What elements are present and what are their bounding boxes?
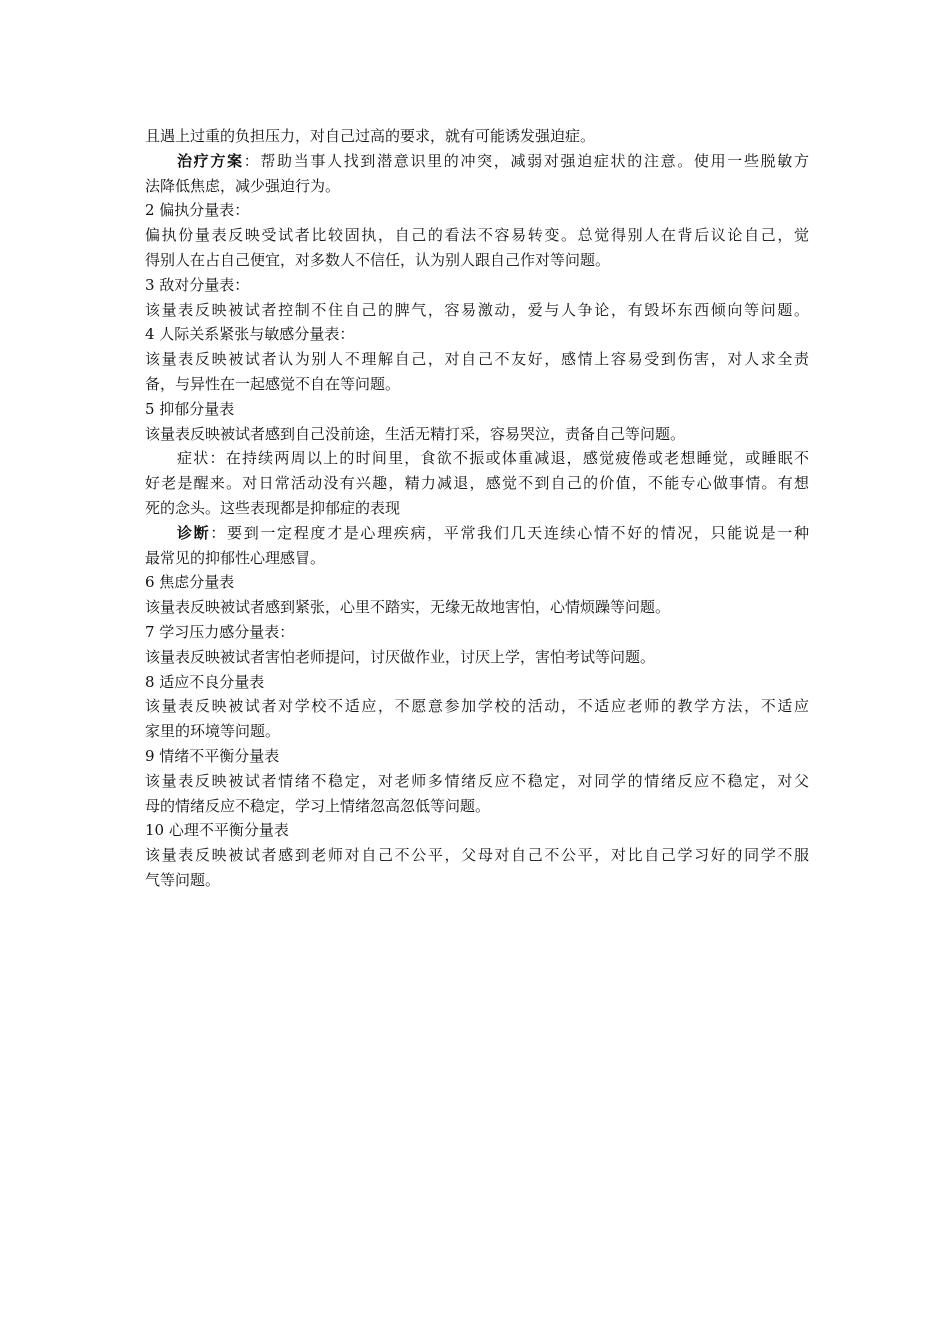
- diagnosis-line2: 最常见的抑郁性心理感冒。: [145, 548, 326, 567]
- section-5-line1: 该量表反映被试者感到自己没前途，生活无精打采，容易哭泣，责备自己等问题。: [145, 424, 686, 443]
- section-10-heading: 10 心理不平衡分量表: [145, 821, 289, 840]
- section-4-line2: 备，与异性在一起感觉不自在等问题。: [145, 374, 401, 393]
- section-7-heading: 7 学习压力感分量表：: [145, 622, 295, 641]
- treatment-label: 治疗方案: [177, 151, 244, 170]
- section-6-line1: 该量表反映被试者感到紧张，心里不踏实，无缘无故地害怕，心情烦躁等问题。: [145, 598, 671, 617]
- section-4-line1: 该量表反映被试者认为别人不理解自己，对自己不友好，感情上容易受到伤害，对人求全责: [145, 350, 809, 369]
- section-2-line2: 得别人在占自己便宜，对多数人不信任，认为别人跟自己作对等问题。: [145, 250, 611, 269]
- section-2-line1: 偏执份量表反映受试者比较固执，自己的看法不容易转变。总觉得别人在背后议论自己，觉: [145, 226, 809, 245]
- section-9-line1: 该量表反映被试者情绪不稳定，对老师多情绪反应不稳定，对同学的情绪反应不稳定，对父: [145, 771, 809, 790]
- diagnosis-label: 诊断: [177, 523, 211, 542]
- diagnosis-text: ：要到一定程度才是心理疾病，平常我们几天连续心情不好的情况，只能说是一种: [210, 523, 809, 542]
- treatment-paragraph-line1: [145, 149, 809, 174]
- section-9-line2: 母的情绪反应不稳定，学习上情绪忽高忽低等问题。: [145, 796, 491, 815]
- symptoms-line3: 死的念头。这些表现都是抑郁症的表现: [145, 498, 401, 517]
- section-6-heading: 6 焦虑分量表: [145, 573, 235, 592]
- section-8-heading: 8 适应不良分量表: [145, 672, 265, 691]
- treatment-paragraph-line2: 法降低焦虑，减少强迫行为。: [145, 176, 341, 195]
- diagnosis-line1: [145, 521, 809, 546]
- section-2-heading: 2 偏执分量表：: [145, 201, 250, 220]
- section-3-line1: 该量表反映被试者控制不住自己的脾气，容易激动，爱与人争论，有毁坏东西倾向等问题。: [145, 300, 809, 319]
- section-3-heading: 3 敌对分量表：: [145, 275, 250, 294]
- intro-line: 且遇上过重的负担压力，对自己过高的要求，就有可能诱发强迫症。: [145, 127, 596, 145]
- section-5-heading: 5 抑郁分量表: [145, 399, 235, 418]
- treatment-text: ：帮助当事人找到潜意识里的冲突，减弱对强迫症状的注意。使用一些脱敏方: [243, 151, 809, 170]
- section-8-line2: 家里的环境等问题。: [145, 722, 281, 741]
- section-7-line1: 该量表反映被试者害怕老师提问，讨厌做作业，讨厌上学，害怕考试等问题。: [145, 647, 656, 666]
- section-4-heading: 4 人际关系紧张与敏感分量表：: [145, 325, 355, 344]
- section-8-line1: 该量表反映被试者对学校不适应，不愿意参加学校的活动，不适应老师的教学方法，不适应: [145, 697, 809, 716]
- document-page: [145, 124, 809, 893]
- symptoms-line1: 症状：在持续两周以上的时间里，食欲不振或体重减退，感觉疲倦或老想睡觉，或睡眠不: [177, 449, 809, 468]
- symptoms-line2: 好老是醒来。对日常活动没有兴趣，精力减退，感觉不到自己的价值，不能专心做事情。有想: [145, 474, 809, 493]
- section-10-line1: 该量表反映被试者感到老师对自己不公平，父母对自己不公平，对比自己学习好的同学不服: [145, 846, 809, 865]
- section-10-line2: 气等问题。: [145, 870, 221, 889]
- section-9-heading: 9 情绪不平衡分量表: [145, 746, 280, 765]
